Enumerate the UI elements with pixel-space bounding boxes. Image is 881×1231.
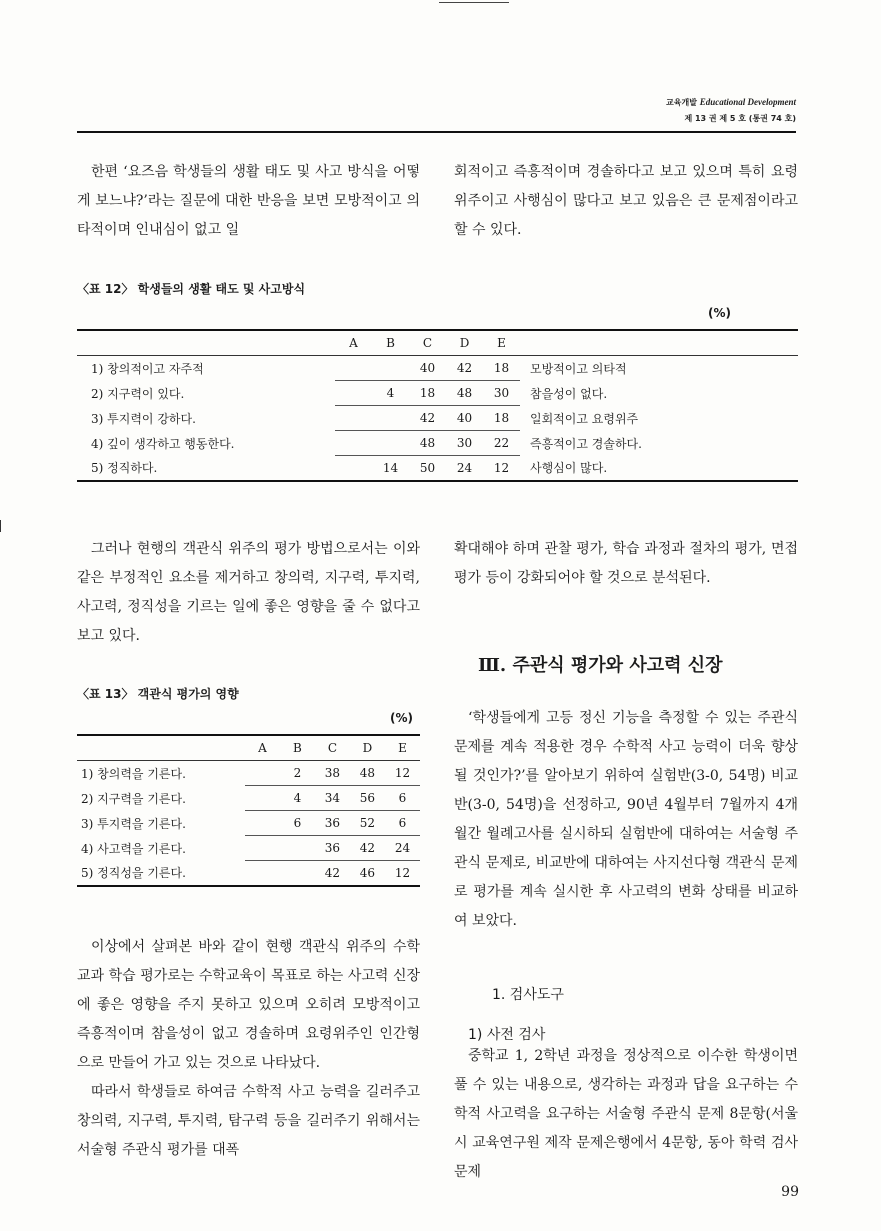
left-column-middle [77,535,420,651]
table-cell: 22 [483,431,520,456]
column-header: E [483,330,520,356]
subheading-pretest: 1) 사전 검사 [468,1027,546,1043]
table-cell [372,356,409,381]
row-label: 5) 정직하다. [77,456,335,482]
margin-mark [0,520,1,532]
table-row [77,811,420,836]
table-cell [245,836,280,861]
table-cell: 12 [385,761,420,786]
table-cell: 24 [385,836,420,861]
paragraph: 따라서 학생들로 하여금 수학적 사고 능력을 길러주고 창의력, 지구력, 투지력, 탐구력 등을 길러주기 위해서는 서술형 주관식 평가를 대폭 [77,1084,420,1158]
column-header: A [335,330,372,356]
table-cell [335,431,372,456]
row-label: 2) 지구력을 기른다. [81,791,186,806]
table-cell: 18 [409,381,446,406]
column-header: A [245,735,280,761]
top-rule [439,2,509,3]
column-header: D [350,735,385,761]
row-opposite-label: 일회적이고 요령위주 [530,411,639,426]
table-cell: 48 [409,431,446,456]
row-label: 2) 지구력이 있다. [91,386,185,401]
table-header-row [77,735,420,761]
table-cell [280,861,315,887]
table-cell [335,356,372,381]
table-cell: 34 [315,786,350,811]
row-opposite-label: 모방적이고 의타적 [530,361,627,376]
paragraph: 이상에서 살펴본 바와 같이 현행 객관식 위주의 수학 교과 학습 평가로는 수학교육이 목표로 하는 사고력 신장에 좋은 영향을 주지 못하고 있으며 오히려 모방적이고 즉흥적이며 참을성이 없고 경솔하며 요령위주인 인간형으로 만들어 가고 있는 것으로 나타났다. [77,939,420,1071]
table-cell: 30 [446,431,483,456]
table-cell [245,811,280,836]
row-label: 3) 투지력을 기른다. [81,816,186,831]
table-cell: 4 [280,786,315,811]
table-row [77,356,798,381]
column-header: E [385,735,420,761]
row-label: 1) 창의력을 기른다. [81,766,186,781]
table-row [77,836,420,861]
table-cell: 6 [385,811,420,836]
table-cell: 48 [446,381,483,406]
table-cell [245,861,280,887]
table-header-cell [77,735,245,761]
table-cell: 6 [280,811,315,836]
table-row [77,381,798,406]
paragraph: 회적이고 즉흥적이며 경솔하다고 보고 있으며 특히 요령위주이고 사행심이 많다고 보고 있음은 큰 문제점이라고 할 수 있다. [454,164,798,238]
right-column-top [454,158,798,245]
table-cell: 36 [315,836,350,861]
table-row [77,786,420,811]
table-row [77,456,798,482]
table-cell: 30 [483,381,520,406]
table-cell: 4 [372,381,409,406]
table-cell: 24 [446,456,483,482]
right-column-section3 [454,704,798,936]
journal-header [666,94,796,127]
row-label: 4) 깊이 생각하고 행동한다. [91,436,235,451]
table-row [77,861,420,887]
paragraph: 그러나 현행의 객관식 위주의 평가 방법으로서는 이와같은 부정적인 요소를 제거하고 창의력, 지구력, 투지력, 사고력, 정직성을 기르는 일에 좋은 영향을 줄 수 없다고 보고 있다. [77,541,420,644]
column-header: C [315,735,350,761]
column-header: C [409,330,446,356]
table-cell: 6 [385,786,420,811]
table-row [77,761,420,786]
left-column-bottom [77,933,420,1165]
subheading-tools: 1. 검사도구 [492,987,564,1003]
row-opposite-label: 즉흥적이고 경솔하다. [530,436,642,451]
table-cell: 52 [350,811,385,836]
page-number: 99 [781,1184,799,1200]
table-cell [245,786,280,811]
row-opposite-label: 사행심이 많다. [520,456,798,482]
table-cell [280,836,315,861]
table-row [77,406,798,431]
table-cell: 36 [315,811,350,836]
table-cell: 48 [350,761,385,786]
right-column-bottom [454,1042,798,1187]
table-header-cell [520,330,798,356]
table-cell [335,456,372,482]
table-cell: 42 [350,836,385,861]
table-cell [335,381,372,406]
journal-issue: 제 13 권 제 5 호 (통권 74 호) [684,114,796,123]
row-label: 1) 창의적이고 자주적 [91,361,204,376]
table-cell: 40 [409,356,446,381]
table-header-cell [77,330,335,356]
table-cell: 12 [483,456,520,482]
table13-unit: (%) [390,711,413,725]
table-cell: 42 [315,861,350,887]
paragraph: 확대해야 하며 관찰 평가, 학습 과정과 절차의 평가, 면접 평가 등이 강화되어야 할 것으로 분석된다. [454,541,798,586]
table-header-row [77,330,798,356]
table-cell: 2 [280,761,315,786]
column-header: D [446,330,483,356]
table-cell [245,761,280,786]
table-cell [372,406,409,431]
left-column-top [77,158,420,245]
row-label: 3) 투지력이 강하다. [91,411,196,426]
table12 [77,329,798,482]
table-cell [372,431,409,456]
table-cell: 18 [483,406,520,431]
table-cell: 18 [483,356,520,381]
paragraph: 한편 ‘요즈음 학생들의 생활 태도 및 사고 방식을 어떻게 보느냐?’라는 질문에 대한 반응을 보면 모방적이고 의타적이며 인내심이 없고 일 [77,164,420,238]
table-cell: 12 [385,861,420,887]
table-cell: 46 [350,861,385,887]
section-title: Ⅲ. 주관식 평가와 사고력 신장 [478,655,723,676]
table13 [77,734,420,887]
row-label: 5) 정직성을 기른다. [77,861,245,887]
journal-title-ko: 교육개발 [666,98,697,107]
paragraph: ‘학생들에게 고등 정신 기능을 측정할 수 있는 주관식 문제를 계속 적용한 경우 수학적 사고 능력이 더욱 향상될 것인가?’를 알아보기 위하여 실험반(3-0, 54명) 비교반(3-0, 54명)을 선정하고, 90년 4월부터 7월까지 4개월간 월례고사를 실시하되 실험반에 대하여는 서술형 주관식 문제로, 비교반에 대하여는 사지선다형 객관식 문제로 평가를 계속 실시한 후 사고력의 변화 상태를 비교하여 보았다. [454,710,798,929]
table12-caption: 〈표 12〉 학생들의 생활 태도 및 사고방식 [77,282,306,296]
table-cell: 14 [372,456,409,482]
column-header: B [372,330,409,356]
table-cell: 42 [409,406,446,431]
right-column-middle [454,535,798,593]
table-row [77,431,798,456]
table-cell: 38 [315,761,350,786]
row-label: 4) 사고력을 기른다. [81,841,186,856]
table-cell [335,406,372,431]
table-cell: 56 [350,786,385,811]
table-cell: 42 [446,356,483,381]
journal-title-en: Educational Development [699,97,796,107]
table-cell: 50 [409,456,446,482]
paragraph: 중학교 1, 2학년 과정을 정상적으로 이수한 학생이면 풀 수 있는 내용으로, 생각하는 과정과 답을 요구하는 수학적 사고력을 요구하는 서술형 주관식 문제 8문항(서울시 교육연구원 제작 문제은행에서 4문항, 동아 학력 검사 문제 [454,1048,798,1180]
table12-unit: (%) [708,306,731,320]
journal-title [666,94,796,111]
table-cell: 40 [446,406,483,431]
column-header: B [280,735,315,761]
row-opposite-label: 참을성이 없다. [530,386,608,401]
table13-caption: 〈표 13〉 객관식 평가의 영향 [77,687,239,701]
header-rule [77,131,796,133]
